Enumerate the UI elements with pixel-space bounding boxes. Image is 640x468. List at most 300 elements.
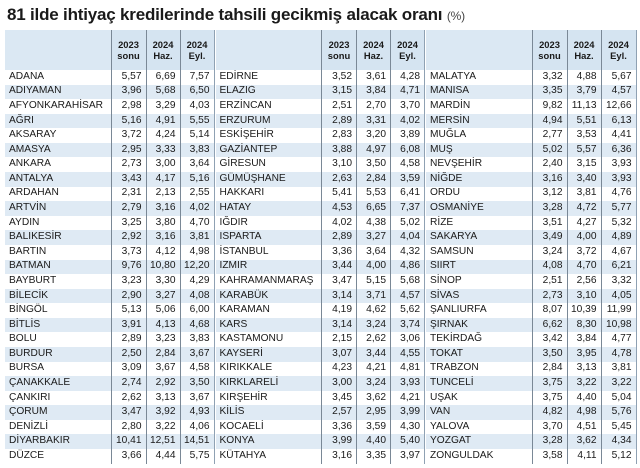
table-row — [5, 201, 214, 216]
table-row — [5, 391, 214, 406]
rate-2024-haz: 3,23 — [146, 332, 180, 347]
province-table-2 — [216, 30, 426, 464]
rate-2024-eyl: 5,04 — [601, 391, 636, 406]
rate-2024-eyl: 4,57 — [391, 289, 425, 304]
province-name: SİNOP — [426, 274, 532, 289]
rate-2024-haz: 3,27 — [146, 289, 180, 304]
rate-2023-sonu: 8,07 — [532, 303, 567, 318]
table-row — [426, 216, 636, 231]
province-name: ESKİŞEHİR — [216, 128, 322, 143]
rate-2023-sonu: 2,15 — [322, 332, 357, 347]
rate-2023-sonu: 4,08 — [532, 260, 567, 275]
table-row — [5, 420, 214, 435]
rate-2023-sonu: 3,49 — [532, 230, 567, 245]
rate-2024-eyl: 4,55 — [391, 347, 425, 362]
rate-2024-haz: 3,64 — [357, 245, 391, 260]
rate-2023-sonu: 2,40 — [532, 157, 567, 172]
table-row — [216, 289, 425, 304]
table-row — [426, 230, 636, 245]
table-row — [5, 245, 214, 260]
rate-2023-sonu: 2,51 — [322, 99, 357, 114]
table-row — [426, 70, 636, 85]
province-name: MUŞ — [426, 143, 532, 158]
rate-2023-sonu: 3,09 — [111, 362, 146, 377]
rate-2024-eyl: 6,36 — [601, 143, 636, 158]
table-row — [5, 85, 214, 100]
rate-2023-sonu: 3,12 — [532, 187, 567, 202]
table-row — [216, 70, 425, 85]
rate-2024-eyl: 7,57 — [180, 70, 214, 85]
header-2024-eyl: 2024 Eyl. — [601, 30, 636, 70]
province-name: SİVAS — [426, 289, 532, 304]
rate-2024-haz: 3,10 — [567, 289, 601, 304]
table-row — [216, 449, 425, 464]
province-name: EDİRNE — [216, 70, 322, 85]
table-row — [426, 245, 636, 260]
table-row — [216, 245, 425, 260]
rate-2024-haz: 4,51 — [567, 420, 601, 435]
rate-2024-haz: 5,53 — [357, 187, 391, 202]
province-name: ÇANKIRI — [5, 391, 111, 406]
table-row — [216, 362, 425, 377]
rate-2023-sonu: 3,28 — [532, 201, 567, 216]
rate-2024-eyl: 3,22 — [601, 376, 636, 391]
table-row — [216, 376, 425, 391]
table-row — [5, 318, 214, 333]
province-name: ISPARTA — [216, 230, 322, 245]
province-name: TRABZON — [426, 362, 532, 377]
rate-2023-sonu: 2,90 — [111, 289, 146, 304]
rate-2024-haz: 3,27 — [357, 230, 391, 245]
rate-2024-haz: 5,68 — [146, 85, 180, 100]
table-row — [216, 260, 425, 275]
province-name: BALIKESİR — [5, 230, 111, 245]
province-name: KİLİS — [216, 405, 322, 420]
rate-2024-haz: 3,80 — [146, 216, 180, 231]
rate-2024-eyl: 5,45 — [601, 420, 636, 435]
table-row — [426, 201, 636, 216]
province-name: DENİZLİ — [5, 420, 111, 435]
table-row — [216, 114, 425, 129]
rate-2023-sonu: 3,73 — [111, 245, 146, 260]
rate-2024-haz: 11,13 — [567, 99, 601, 114]
rate-2024-haz: 3,50 — [357, 157, 391, 172]
rate-2024-eyl: 3,81 — [180, 230, 214, 245]
rate-2023-sonu: 3,70 — [532, 420, 567, 435]
table-row — [5, 114, 214, 129]
table-row — [426, 318, 636, 333]
rate-2023-sonu: 3,36 — [322, 245, 357, 260]
table-row — [5, 347, 214, 362]
rate-2024-eyl: 4,93 — [180, 405, 214, 420]
table-row — [216, 318, 425, 333]
rate-2024-eyl: 11,99 — [601, 303, 636, 318]
rate-2023-sonu: 2,92 — [111, 230, 146, 245]
rate-2024-haz: 4,88 — [567, 70, 601, 85]
rate-2023-sonu: 3,88 — [322, 143, 357, 158]
rate-2024-haz: 3,53 — [567, 128, 601, 143]
tables-container — [5, 30, 635, 464]
table-row — [216, 274, 425, 289]
province-name: RİZE — [426, 216, 532, 231]
table-row — [426, 85, 636, 100]
table-row — [5, 434, 214, 449]
header-name-cell — [426, 30, 532, 70]
rate-2024-haz: 4,72 — [567, 201, 601, 216]
province-name: ZONGULDAK — [426, 449, 532, 464]
title-text: 81 ilde ihtiyaç kredilerinde tahsili gecikmiş alacak oranı — [7, 5, 443, 24]
province-name: SİİRT — [426, 260, 532, 275]
rate-2023-sonu: 3,43 — [111, 172, 146, 187]
rate-2024-eyl: 3,83 — [180, 332, 214, 347]
rate-2023-sonu: 9,82 — [532, 99, 567, 114]
rate-2023-sonu: 5,41 — [322, 187, 357, 202]
header-2023-sonu: 2023 sonu — [322, 30, 357, 70]
rate-2023-sonu: 3,99 — [322, 434, 357, 449]
rate-2024-haz: 3,22 — [146, 420, 180, 435]
rate-2023-sonu: 2,89 — [111, 332, 146, 347]
table-row — [5, 332, 214, 347]
header-name-cell — [5, 30, 111, 70]
table-row — [5, 405, 214, 420]
rate-2024-haz: 3,62 — [567, 434, 601, 449]
rate-2023-sonu: 3,42 — [532, 332, 567, 347]
rate-2023-sonu: 3,36 — [322, 420, 357, 435]
rate-2023-sonu: 3,91 — [111, 318, 146, 333]
rate-2023-sonu: 3,50 — [532, 347, 567, 362]
province-name: NEVŞEHİR — [426, 157, 532, 172]
province-name: ARDAHAN — [5, 187, 111, 202]
rate-2024-haz: 10,80 — [146, 260, 180, 275]
table-row — [5, 99, 214, 114]
table-row — [5, 362, 214, 377]
table-row — [426, 405, 636, 420]
province-name: KASTAMONU — [216, 332, 322, 347]
table-row — [5, 143, 214, 158]
rate-2024-eyl: 3,70 — [391, 99, 425, 114]
rate-2024-eyl: 3,89 — [391, 128, 425, 143]
table-header-row — [426, 30, 636, 70]
rate-2024-eyl: 4,04 — [391, 230, 425, 245]
rate-2023-sonu: 3,24 — [532, 245, 567, 260]
rate-2024-haz: 3,84 — [357, 85, 391, 100]
table-row — [426, 362, 636, 377]
table-row — [426, 274, 636, 289]
rate-2024-haz: 2,84 — [146, 347, 180, 362]
rate-2024-eyl: 5,68 — [391, 274, 425, 289]
rate-2024-haz: 2,62 — [357, 332, 391, 347]
rate-2024-eyl: 4,98 — [180, 245, 214, 260]
rate-2024-eyl: 3,74 — [391, 318, 425, 333]
province-name: KIRIKKALE — [216, 362, 322, 377]
province-name: ORDU — [426, 187, 532, 202]
province-name: KOCAELİ — [216, 420, 322, 435]
rate-2023-sonu: 2,77 — [532, 128, 567, 143]
rate-2023-sonu: 3,16 — [322, 449, 357, 464]
rate-2024-eyl: 4,30 — [391, 420, 425, 435]
rate-2024-haz: 2,84 — [357, 172, 391, 187]
rate-2024-eyl: 3,67 — [180, 391, 214, 406]
province-name: ARTVİN — [5, 201, 111, 216]
table-row — [426, 143, 636, 158]
rate-2024-eyl: 3,06 — [391, 332, 425, 347]
province-name: HAKKARİ — [216, 187, 322, 202]
rate-2024-eyl: 4,76 — [601, 187, 636, 202]
province-name: UŞAK — [426, 391, 532, 406]
rate-2024-haz: 5,51 — [567, 114, 601, 129]
rate-2024-eyl: 4,89 — [601, 230, 636, 245]
rate-2024-haz: 3,35 — [357, 449, 391, 464]
header-2024-eyl: 2024 Eyl. — [391, 30, 425, 70]
table-row — [426, 347, 636, 362]
rate-2024-eyl: 12,20 — [180, 260, 214, 275]
rate-2024-eyl: 5,40 — [391, 434, 425, 449]
province-name: BOLU — [5, 332, 111, 347]
table-row — [216, 187, 425, 202]
rate-2023-sonu: 9,76 — [111, 260, 146, 275]
table-row — [426, 99, 636, 114]
rate-2024-haz: 3,20 — [357, 128, 391, 143]
table-row — [216, 157, 425, 172]
header-2023-sonu: 2023 sonu — [111, 30, 146, 70]
header-2024-eyl: 2024 Eyl. — [180, 30, 214, 70]
rate-2023-sonu: 2,50 — [111, 347, 146, 362]
table-row — [426, 434, 636, 449]
table-row — [216, 230, 425, 245]
table-row — [426, 114, 636, 129]
rate-2024-eyl: 5,02 — [391, 216, 425, 231]
rate-2024-eyl: 4,32 — [391, 245, 425, 260]
rate-2024-eyl: 5,67 — [601, 70, 636, 85]
rate-2023-sonu: 5,02 — [532, 143, 567, 158]
rate-2023-sonu: 3,72 — [111, 128, 146, 143]
rate-2024-eyl: 3,50 — [180, 376, 214, 391]
rate-2024-eyl: 4,06 — [180, 420, 214, 435]
rate-2023-sonu: 2,98 — [111, 99, 146, 114]
province-name: IĞDIR — [216, 216, 322, 231]
rate-2024-haz: 3,22 — [567, 376, 601, 391]
province-name: GİRESUN — [216, 157, 322, 172]
rate-2024-haz: 3,33 — [146, 143, 180, 158]
rate-2024-haz: 4,17 — [146, 172, 180, 187]
rate-2024-haz: 5,57 — [567, 143, 601, 158]
rate-2024-eyl: 4,34 — [601, 434, 636, 449]
table-row — [216, 391, 425, 406]
rate-2024-eyl: 14,51 — [180, 434, 214, 449]
rate-2024-eyl: 3,67 — [180, 347, 214, 362]
table-row — [426, 187, 636, 202]
province-name: HATAY — [216, 201, 322, 216]
table-row — [216, 434, 425, 449]
rate-2024-eyl: 4,67 — [601, 245, 636, 260]
rate-2023-sonu: 2,89 — [322, 230, 357, 245]
rate-2024-haz: 2,56 — [567, 274, 601, 289]
province-table-1 — [5, 30, 215, 464]
rate-2024-haz: 4,00 — [567, 230, 601, 245]
table-row — [216, 303, 425, 318]
rate-2024-eyl: 6,13 — [601, 114, 636, 129]
rate-2024-eyl: 4,29 — [180, 274, 214, 289]
rate-2023-sonu: 4,94 — [532, 114, 567, 129]
rate-2024-haz: 4,12 — [146, 245, 180, 260]
rate-2024-eyl: 6,00 — [180, 303, 214, 318]
rate-2023-sonu: 4,19 — [322, 303, 357, 318]
rate-2023-sonu: 4,23 — [322, 362, 357, 377]
rate-2024-haz: 2,13 — [146, 187, 180, 202]
province-name: KARS — [216, 318, 322, 333]
rate-2024-haz: 4,11 — [567, 449, 601, 464]
rate-2023-sonu: 3,47 — [322, 274, 357, 289]
province-name: ELAZIĞ — [216, 85, 322, 100]
rate-2024-haz: 4,98 — [567, 405, 601, 420]
rate-2024-haz: 3,16 — [146, 201, 180, 216]
rate-2023-sonu: 3,45 — [322, 391, 357, 406]
rate-2023-sonu: 3,32 — [532, 70, 567, 85]
rate-2024-eyl: 4,86 — [391, 260, 425, 275]
table-row — [216, 347, 425, 362]
rate-2024-eyl: 4,81 — [391, 362, 425, 377]
province-name: KÜTAHYA — [216, 449, 322, 464]
rate-2023-sonu: 3,10 — [322, 157, 357, 172]
rate-2024-eyl: 5,76 — [601, 405, 636, 420]
table-row — [426, 391, 636, 406]
rate-2024-eyl: 5,14 — [180, 128, 214, 143]
rate-2023-sonu: 3,44 — [322, 260, 357, 275]
rate-2023-sonu: 2,79 — [111, 201, 146, 216]
province-name: BİTLİS — [5, 318, 111, 333]
rate-2023-sonu: 2,74 — [111, 376, 146, 391]
rate-2024-eyl: 3,99 — [391, 405, 425, 420]
rate-2024-eyl: 5,32 — [601, 216, 636, 231]
rate-2024-eyl: 4,58 — [391, 157, 425, 172]
rate-2023-sonu: 4,02 — [322, 216, 357, 231]
table-row — [426, 157, 636, 172]
table-row — [216, 172, 425, 187]
rate-2024-haz: 3,81 — [567, 187, 601, 202]
province-name: MUĞLA — [426, 128, 532, 143]
table-row — [426, 420, 636, 435]
rate-2024-eyl: 4,28 — [391, 70, 425, 85]
province-name: KAYSERİ — [216, 347, 322, 362]
province-name: KIRKLARELİ — [216, 376, 322, 391]
rate-2024-eyl: 6,50 — [180, 85, 214, 100]
rate-2024-eyl: 6,41 — [391, 187, 425, 202]
rate-2023-sonu: 2,84 — [532, 362, 567, 377]
rate-2023-sonu: 2,80 — [111, 420, 146, 435]
province-name: BATMAN — [5, 260, 111, 275]
rate-2024-haz: 3,67 — [146, 362, 180, 377]
rate-2023-sonu: 3,75 — [532, 391, 567, 406]
province-name: BURSA — [5, 362, 111, 377]
province-name: NİĞDE — [426, 172, 532, 187]
province-name: YOZGAT — [426, 434, 532, 449]
table-row — [426, 128, 636, 143]
table-row — [5, 289, 214, 304]
table-row — [216, 128, 425, 143]
rate-2024-haz: 3,62 — [357, 391, 391, 406]
rate-2023-sonu: 2,73 — [111, 157, 146, 172]
rate-2023-sonu: 3,96 — [111, 85, 146, 100]
rate-2024-eyl: 4,02 — [391, 114, 425, 129]
rate-2024-eyl: 4,58 — [180, 362, 214, 377]
province-name: AFYONKARAHİSAR — [5, 99, 111, 114]
rate-2023-sonu: 3,52 — [322, 70, 357, 85]
rate-2023-sonu: 10,41 — [111, 434, 146, 449]
province-name: ŞIRNAK — [426, 318, 532, 333]
province-name: VAN — [426, 405, 532, 420]
rate-2023-sonu: 3,28 — [532, 434, 567, 449]
table-row — [426, 449, 636, 464]
province-name: KONYA — [216, 434, 322, 449]
province-name: MALATYA — [426, 70, 532, 85]
province-name: ŞANLIURFA — [426, 303, 532, 318]
province-name: TEKİRDAĞ — [426, 332, 532, 347]
rate-2024-eyl: 6,21 — [601, 260, 636, 275]
province-name: MERSİN — [426, 114, 532, 129]
rate-2023-sonu: 2,73 — [532, 289, 567, 304]
rate-2024-haz: 3,79 — [567, 85, 601, 100]
table-row — [426, 303, 636, 318]
rate-2023-sonu: 2,63 — [322, 172, 357, 187]
header-name-cell — [216, 30, 322, 70]
rate-2024-eyl: 4,57 — [601, 85, 636, 100]
rate-2024-haz: 12,51 — [146, 434, 180, 449]
table-row — [216, 216, 425, 231]
rate-2023-sonu: 3,35 — [532, 85, 567, 100]
rate-2024-haz: 4,40 — [357, 434, 391, 449]
rate-2023-sonu: 3,15 — [322, 85, 357, 100]
table-row — [216, 143, 425, 158]
province-name: İSTANBUL — [216, 245, 322, 260]
rate-2024-eyl: 3,93 — [601, 172, 636, 187]
rate-2024-eyl: 4,71 — [391, 85, 425, 100]
rate-2024-haz: 3,59 — [357, 420, 391, 435]
rate-2023-sonu: 3,00 — [322, 376, 357, 391]
table-row — [5, 187, 214, 202]
rate-2024-eyl: 4,02 — [180, 201, 214, 216]
rate-2023-sonu: 3,14 — [322, 289, 357, 304]
province-name: ADIYAMAN — [5, 85, 111, 100]
rate-2024-eyl: 4,05 — [601, 289, 636, 304]
province-name: OSMANİYE — [426, 201, 532, 216]
rate-2024-eyl: 2,55 — [180, 187, 214, 202]
rate-2023-sonu: 2,95 — [111, 143, 146, 158]
rate-2024-haz: 2,92 — [146, 376, 180, 391]
province-name: ÇANAKKALE — [5, 376, 111, 391]
rate-2024-eyl: 7,37 — [391, 201, 425, 216]
rate-2024-eyl: 5,55 — [180, 114, 214, 129]
rate-2024-haz: 3,44 — [357, 347, 391, 362]
province-name: BİLECİK — [5, 289, 111, 304]
table-row — [216, 420, 425, 435]
province-name: KAHRAMANMARAŞ — [216, 274, 322, 289]
rate-2024-eyl: 3,32 — [601, 274, 636, 289]
table-row — [5, 274, 214, 289]
rate-2024-haz: 6,65 — [357, 201, 391, 216]
rate-2023-sonu: 3,07 — [322, 347, 357, 362]
rate-2023-sonu: 3,51 — [532, 216, 567, 231]
rate-2024-haz: 4,13 — [146, 318, 180, 333]
rate-2023-sonu: 3,23 — [111, 274, 146, 289]
table-row — [426, 289, 636, 304]
rate-2023-sonu: 2,89 — [322, 114, 357, 129]
rate-2024-haz: 10,39 — [567, 303, 601, 318]
rate-2024-haz: 6,69 — [146, 70, 180, 85]
rate-2024-eyl: 4,78 — [601, 347, 636, 362]
table-header-row — [216, 30, 425, 70]
province-name: BURDUR — [5, 347, 111, 362]
header-2024-haz: 2024 Haz. — [357, 30, 391, 70]
